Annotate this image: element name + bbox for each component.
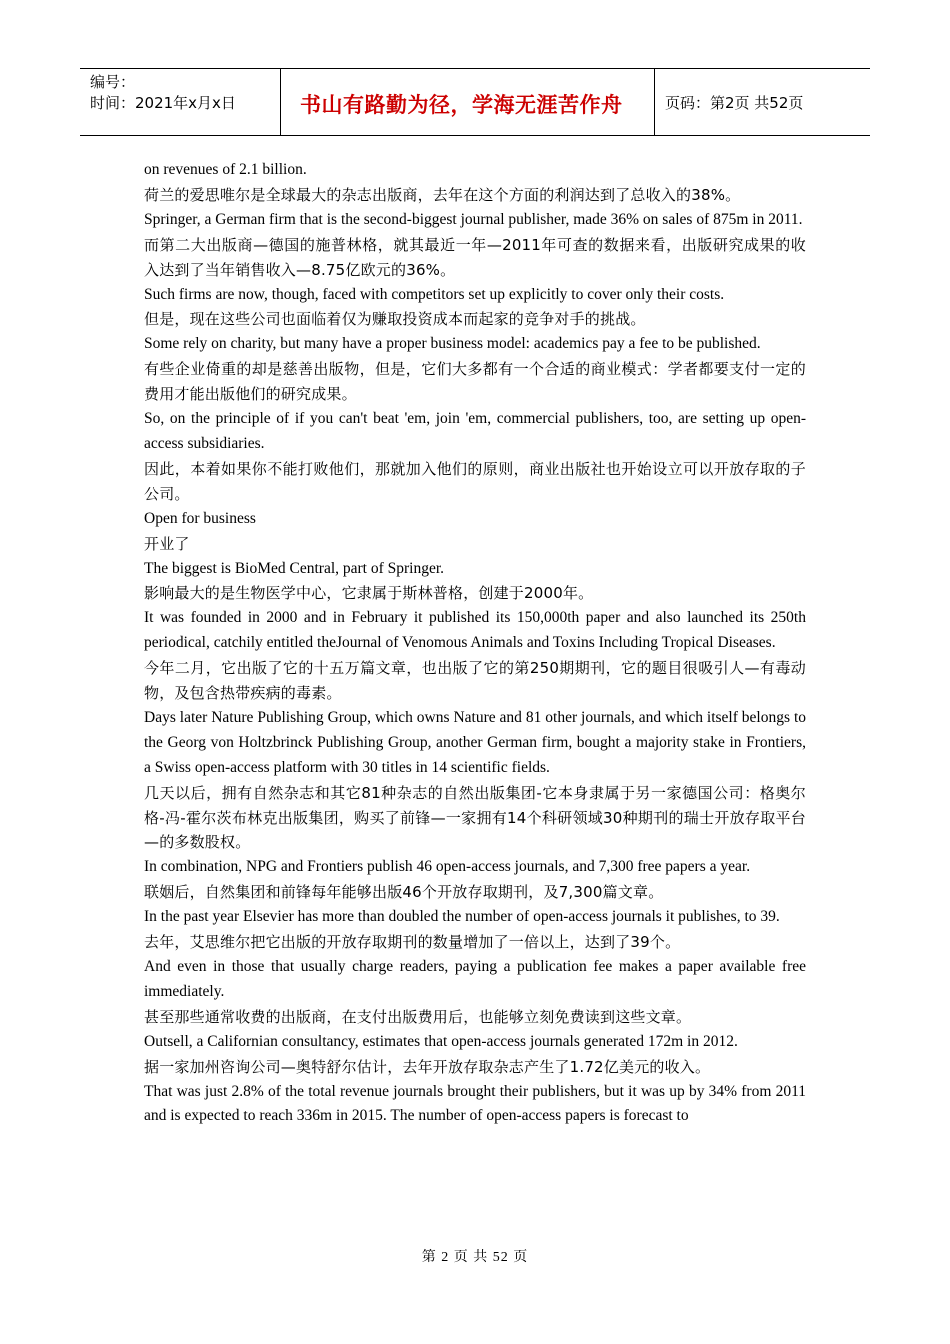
header-page-info: 页码：第2页 共52页 [665,93,804,112]
paragraph-chinese: 去年，艾思维尔把它出版的开放存取期刊的数量增加了一倍以上，达到了39个。 [144,933,681,952]
page-header [80,68,870,136]
header-meta [80,69,281,135]
paragraph-chinese: 开业了 [144,534,190,553]
paragraph-english: Some rely on charity, but many have a proper business model: academics pay a fee to be published. [144,335,761,353]
paragraph-english: Outsell, a Californian consultancy, estimates that open-access journals generated 172m in 2012. [144,1032,738,1050]
document-date: 时间：2021年x月x日 [90,94,236,112]
paragraph-english: The biggest is BioMed Central, part of Springer. [144,559,445,577]
paragraph-english: on revenues of 2.1 billion. [144,161,307,178]
paragraph-chinese: 据一家加州咨询公司—奥特舒尔估计，去年开放存取杂志产生了1.72亿美元的收入。 [144,1057,711,1076]
paragraph-english: That was just 2.8% of the total revenue journals brought their publishers, but it was up by 34% from 2011 and is expected to reach 336m in 2015. The number of open-access papers is forecast to [144,1082,806,1125]
paragraph-english: So, on the principle of if you can't beat 'em, join 'em, commercial publishers, too, are setting up open-access subsidiaries. [144,410,806,452]
paragraph-english: And even in those that usually charge readers, paying a publication fee makes a paper available free immediately. [144,958,806,1000]
page-footer: 第 2 页 共 52 页 [421,1250,529,1265]
paragraph-chinese: 几天以后，拥有自然杂志和其它81种杂志的自然出版集团-它本身隶属于另一家德国公司：格奥尔格-冯-霍尔茨布林克出版集团，购买了前锋—一家拥有14个科研领域30种期刊的瑞士开放存取平台—的多数股权。 [144,783,806,852]
paragraph-english: It was founded in 2000 and in February it published its 150,000th paper and also launched its 250th periodical, catchily entitled theJournal of Venomous Animals and Toxins Including Tropical Diseases. [144,609,806,652]
header-motto: 书山有路勤为径，学海无涯苦作舟 [281,69,655,135]
paragraph-chinese: 而第二大出版商—德国的施普林格，就其最近一年—2011年可查的数据来看，出版研究成果的收入达到了当年销售收入—8.75亿欧元的36%。 [144,235,806,279]
paragraph-chinese: 今年二月，它出版了它的十五万篇文章，也出版了它的第250期期刊，它的题目很吸引人—有毒动物，及包含热带疾病的毒素。 [144,659,806,703]
paragraph-chinese: 荷兰的爱思唯尔是全球最大的杂志出版商，去年在这个方面的利润达到了总收入的38%。 [144,185,741,204]
document-code-label: 编号： [90,73,136,91]
paragraph-english: Such firms are now, though, faced with competitors set up explicitly to cover only their costs. [144,285,725,303]
paragraph-chinese: 甚至那些通常收费的出版商，在支付出版费用后，也能够立刻免费读到这些文章。 [144,1007,692,1026]
paragraph-english: In the past year Elsevier has more than doubled the number of open-access journals it publishes, to 39. [144,908,780,926]
document-body [144,158,806,1129]
paragraph-chinese: 有些企业倚重的却是慈善出版物，但是，它们大多都有一个合适的商业模式：学者都要支付一定的费用才能出版他们的研究成果。 [144,360,806,404]
paragraph-english: Days later Nature Publishing Group, which owns Nature and 81 other journals, and which itself belongs to the Georg von Holtzbrinck Publishing Group, another German firm, bought a majority stake in Frontiers, a Swiss open-access platform with 30 titles in 14 scientific fields. [144,708,806,776]
paragraph-chinese: 因此，本着如果你不能打败他们，那就加入他们的原则，商业出版社也开始设立可以开放存取的子公司。 [144,459,806,503]
paragraph-english: Springer, a German firm that is the second-biggest journal publisher, made 36% on sales of 875m in 2011. [144,210,803,228]
paragraph-english: Open for business [144,509,256,527]
paragraph-chinese: 但是，现在这些公司也面临着仅为赚取投资成本而起家的竞争对手的挑战。 [144,310,646,329]
paragraph-chinese: 联姻后，自然集团和前锋每年能够出版46个开放存取期刊，及7,300篇文章。 [144,883,664,902]
paragraph-english: In combination, NPG and Frontiers publish 46 open-access journals, and 7,300 free papers a year. [144,858,751,876]
paragraph-chinese: 影响最大的是生物医学中心，它隶属于斯林普格，创建于2000年。 [144,584,594,603]
